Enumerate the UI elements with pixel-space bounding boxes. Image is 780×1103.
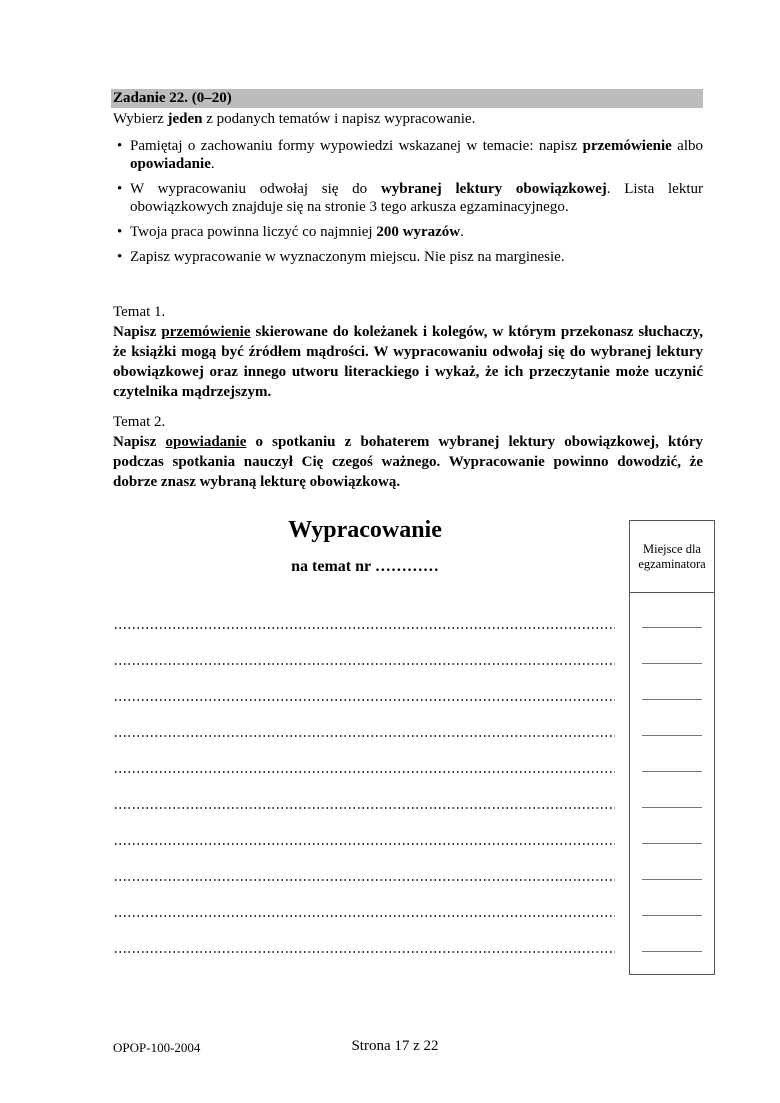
examiner-score-line (642, 915, 702, 916)
essay-title: Wypracowanie (288, 517, 442, 543)
temat2-body (113, 432, 703, 492)
temat2-text-end: o spotkaniu z bohaterem wybranej lektury obowiązkowej, który podczas spotkania nauczył Cię czegoś ważnego. Wypracowanie powinno dowodzić, że dobrze znasz wybraną lekturę obowiązkową. (113, 434, 704, 490)
writing-dotted-line (115, 915, 615, 917)
essay-topic-number-line: na temat nr ………… (291, 558, 439, 575)
bullet-text: albo (671, 138, 704, 154)
bullet-icon: • (117, 138, 123, 154)
essay-writing-area (115, 627, 615, 957)
temat1-underlined-word: przemówienie (161, 324, 251, 340)
page-number: Strona 17 z 22 (351, 1038, 439, 1054)
bullet-item-lektura (113, 180, 703, 216)
examiner-box-label: Miejsce dla egzaminatora (630, 521, 714, 593)
task-header-bar (111, 89, 703, 108)
bullet-item-margin (113, 248, 703, 266)
bullet-bold-text: wybranej lektury obowiązkowej (380, 181, 607, 197)
bullet-text: Pamiętaj o zachowaniu formy wypowiedzi wskazanej w temacie: napisz (130, 138, 583, 154)
examiner-score-line (642, 879, 702, 880)
examiner-score-line (642, 771, 702, 772)
writing-dotted-line (115, 771, 615, 773)
bullet-text: W wypracowaniu odwołaj się do (130, 181, 381, 197)
examiner-score-line (642, 699, 702, 700)
temat2-label: Temat 2. (113, 414, 166, 430)
bullet-icon: • (117, 249, 123, 265)
writing-dotted-line (115, 735, 615, 737)
writing-dotted-line (115, 951, 615, 953)
bullet-icon: • (117, 181, 123, 197)
bullet-icon: • (117, 224, 123, 240)
writing-dotted-line (115, 843, 615, 845)
temat1-body (113, 322, 703, 402)
intro-bold-text: jeden (167, 111, 203, 127)
examiner-score-line (642, 843, 702, 844)
temat1-label: Temat 1. (113, 304, 166, 320)
writing-dotted-line (115, 627, 615, 629)
temat2-text: Napisz (113, 434, 166, 450)
bullet-text: Zapisz wypracowanie w wyznaczonym miejscu. Nie pisz na marginesie. (130, 249, 565, 265)
temat2-underlined-word: opowiadanie (165, 434, 247, 450)
temat1-text-end: skierowane do koleżanek i kolegów, w którym przekonasz słuchaczy, że książki mogą być źródłem mądrości. W wypracowaniu odwołaj się do wybranej lektury obowiązkowej oraz innego utworu literackiego i wykaż, że ich przeczytanie może uczynić czytelnika mądrzejszym. (113, 324, 703, 400)
temat1-text: Napisz (113, 324, 162, 340)
bullet-text: . (460, 224, 464, 240)
examiner-score-line (642, 663, 702, 664)
intro-text-end: z podanych tematów i napisz wypracowanie. (202, 111, 476, 127)
writing-dotted-line (115, 879, 615, 881)
examiner-score-line (642, 807, 702, 808)
bullet-text: . Lista lektur obowiązkowych znajduje się na stronie 3 tego arkusza egzaminacyjnego. (130, 181, 703, 215)
intro-line (113, 110, 703, 128)
examiner-box (629, 520, 715, 975)
form-code: OPOP-100-2004 (113, 1040, 201, 1055)
examiner-score-line (642, 951, 702, 952)
examiner-score-line (642, 627, 702, 628)
bullet-item-word-count (113, 223, 703, 241)
writing-dotted-line (115, 699, 615, 701)
bullet-item-form (113, 137, 703, 173)
bullet-bold-text: opowiadanie (130, 156, 211, 172)
intro-text: Wybierz (113, 111, 168, 127)
writing-dotted-line (115, 807, 615, 809)
bullet-text: Twoja praca powinna liczyć co najmniej (130, 224, 377, 240)
examiner-score-line (642, 735, 702, 736)
writing-dotted-line (115, 663, 615, 665)
task-header-label: Zadanie 22. (0–20) (113, 90, 232, 106)
bullet-bold-text: przemówienie (582, 138, 672, 154)
examiner-score-lines (630, 521, 714, 974)
instruction-bullet-list (113, 137, 703, 273)
bullet-bold-text: 200 wyrazów (376, 224, 461, 240)
bullet-text: . (210, 156, 215, 172)
